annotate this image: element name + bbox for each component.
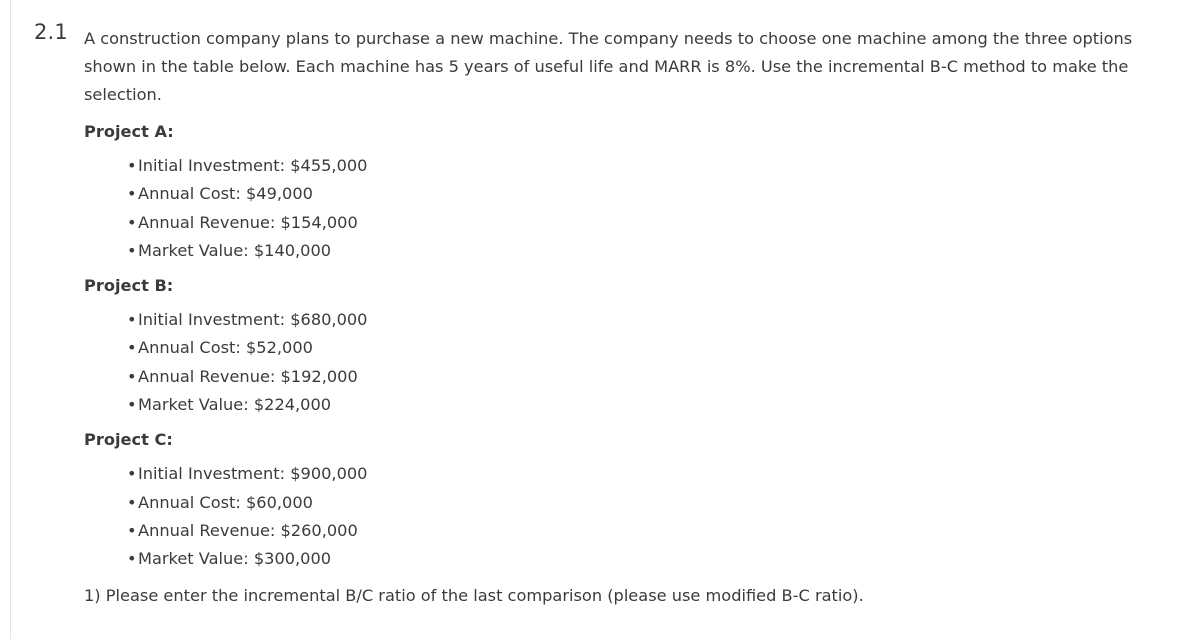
bullet-icon: • [127, 520, 137, 540]
item-text: Annual Revenue: $192,000 [138, 366, 358, 386]
project-title: Project A: [84, 122, 174, 141]
list-item [127, 209, 1169, 237]
item-text: Market Value: $224,000 [138, 395, 332, 415]
clipped-header-fragment [1010, 0, 1150, 4]
project-a [84, 120, 1169, 265]
item-text: Market Value: $140,000 [138, 240, 332, 260]
item-text: Initial Investment: $680,000 [138, 310, 368, 330]
list-item [127, 237, 1169, 265]
item-text: Annual Revenue: $260,000 [138, 520, 358, 540]
item-text: Annual Revenue: $154,000 [138, 212, 358, 232]
question-number: 2.1 [34, 20, 68, 44]
list-item [127, 460, 1169, 488]
project-title: Project C: [84, 430, 173, 450]
bullet-icon: • [127, 240, 137, 260]
bullet-icon: • [127, 212, 137, 232]
list-item [127, 545, 1169, 573]
item-text: Annual Cost: $60,000 [138, 492, 313, 512]
list-item [127, 306, 1169, 334]
list-item [127, 391, 1169, 419]
bullet-icon: • [127, 464, 137, 484]
list-item [127, 180, 1169, 208]
project-c [84, 428, 1169, 573]
bullet-icon: • [127, 310, 137, 330]
project-b [84, 274, 1169, 419]
item-text: Annual Cost: $52,000 [138, 338, 313, 358]
bullet-icon: • [127, 338, 137, 358]
list-item [127, 517, 1169, 545]
bullet-icon: • [127, 184, 137, 204]
project-details-list [84, 306, 1169, 419]
item-text: Initial Investment: $900,000 [138, 464, 368, 484]
project-details-list [84, 152, 1169, 265]
bullet-icon: • [127, 156, 137, 175]
list-item [127, 363, 1169, 391]
item-text: Annual Cost: $49,000 [138, 184, 313, 204]
project-details-list [84, 460, 1169, 573]
bullet-icon: • [127, 366, 137, 386]
bullet-icon: • [127, 395, 137, 415]
project-title: Project B: [84, 276, 174, 296]
question-body [84, 25, 1169, 610]
question-intro: A construction company plans to purchase a new machine. The company needs to choose one machine among the three options shown in the table below. Each machine has 5 years of useful life and MARR is 8%. Use the incremental B-C method to make the selection. [84, 29, 1133, 104]
bullet-icon: • [127, 549, 137, 569]
item-text: Initial Investment: $455,000 [138, 156, 368, 175]
left-border [10, 0, 11, 639]
list-item [127, 489, 1169, 517]
list-item [127, 152, 1169, 180]
bullet-icon: • [127, 492, 137, 512]
sub-question-prompt: 1) Please enter the incremental B/C ratio of the last comparison (please use modified B-C ratio). [84, 585, 864, 605]
item-text: Market Value: $300,000 [138, 549, 332, 569]
list-item [127, 334, 1169, 362]
